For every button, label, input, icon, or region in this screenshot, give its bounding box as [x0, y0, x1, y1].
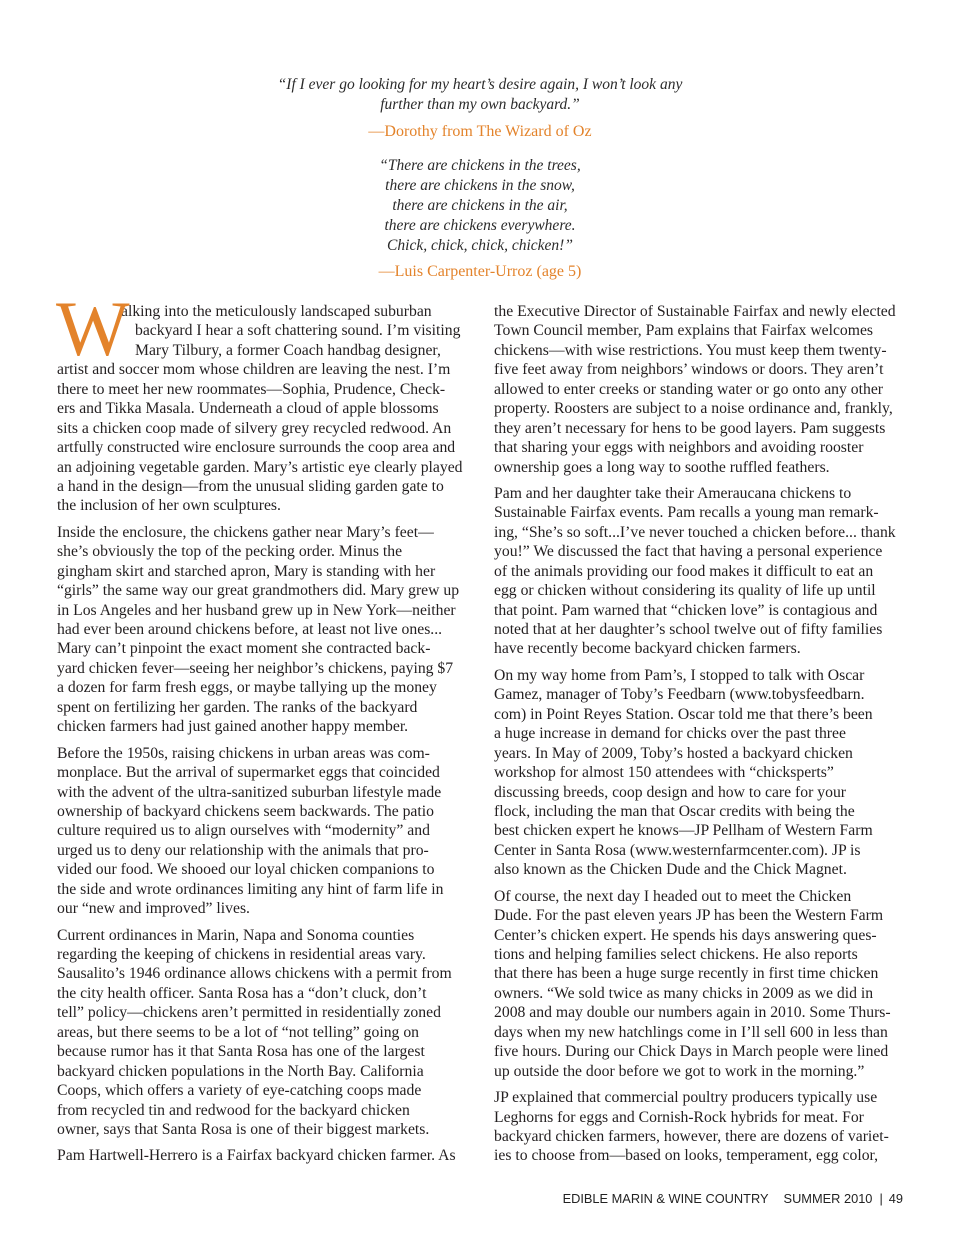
text-line: our “new and improved” lives. — [57, 900, 250, 918]
text-line: chicken farmers had just gained another happy member. — [57, 718, 409, 736]
text-line: tions and helping families select chickens. He also reports — [494, 946, 858, 963]
text-line: ownership goes a long way to soothe ruffled feathers. — [494, 458, 830, 476]
epigraph-line: Chick, chick, chick, chicken!” — [387, 237, 573, 254]
text-line: Sustainable Fairfax events. Pam recalls a young man remark- — [494, 504, 879, 522]
text-line: Of course, the next day I headed out to meet the Chicken — [494, 887, 852, 905]
text-line: up outside the door before we got to work in the morning.” — [494, 1062, 865, 1080]
text-line: that point. Pam warned that “chicken love” is contagious and — [494, 601, 878, 619]
text-line: days when my new hatchlings come in I’ll sell 600 in less than — [494, 1023, 888, 1041]
epigraph-attribution: —Luis Carpenter-Urroz (age 5) — [378, 263, 582, 280]
text-line: a huge increase in demand for chicks over the past three — [494, 725, 846, 743]
epigraph-attribution: —Dorothy from The Wizard of Oz — [368, 123, 592, 140]
text-line: Town Council member, Pam explains that Fairfax welcomes — [494, 322, 874, 340]
text-line: an adjoining vegetable garden. Mary’s artistic eye clearly played — [57, 458, 463, 476]
text-line: there to meet her new roommates—Sophia, Prudence, Check- — [57, 380, 446, 398]
text-line: Mary can’t pinpoint the exact moment she contracted back- — [57, 640, 431, 658]
text-line: workshop for almost 150 attendees with “chicksperts” — [494, 764, 834, 782]
text-line: Gamez, manager of Toby’s Feedbarn (www.tobysfeedbarn. — [494, 686, 865, 704]
text-line: best chicken expert he knows—JP Pellham of Western Farm — [494, 822, 873, 840]
drop-cap: W — [56, 285, 130, 372]
epigraph-line: “There are chickens in the trees, — [379, 157, 581, 174]
text-line: Leghorns for eggs and Cornish-Rock hybrids for meat. For — [494, 1108, 864, 1126]
text-line: they aren’t necessary for hens to be good layers. Pam suggests — [494, 419, 886, 437]
text-line: alking into the meticulously landscaped suburban — [121, 303, 432, 320]
text-line: the city health officer. Santa Rosa has a “don’t cluck, don’t — [57, 984, 427, 1002]
body-paragraph — [56, 285, 465, 516]
text-line: artist and soccer mom whose children are leaving the nest. I’m — [57, 361, 451, 379]
issue-date: SUMMER 2010 — [783, 1191, 873, 1206]
text-line: Coops, which offers a variety of eye-catching coops made — [57, 1082, 422, 1100]
text-line: years. In May of 2009, Toby’s hosted a backyard chicken — [494, 744, 853, 762]
epigraph-quote — [0, 156, 960, 256]
epigraph-line: there are chickens in the air, — [392, 197, 568, 214]
text-line: the Executive Director of Sustainable Fairfax and newly elected — [494, 303, 896, 320]
text-line: areas, but there seems to be a lot of “not telling” going on — [57, 1023, 420, 1041]
page-number: 49 — [888, 1191, 903, 1206]
right-column — [494, 302, 900, 1173]
text-line: also known as the Chicken Dude and the Chick Magnet. — [494, 861, 847, 879]
epigraph-line: “If I ever go looking for my heart’s desire again, I won’t look any — [277, 76, 683, 93]
text-line: have recently become backyard chicken farmers. — [494, 640, 801, 658]
text-line: Sausalito’s 1946 ordinance allows chickens with a permit from — [57, 965, 452, 983]
text-line: Current ordinances in Marin, Napa and Sonoma counties — [57, 926, 415, 944]
text-line: egg or chicken without considering its quality of life up until — [494, 582, 876, 600]
text-line: Pam Hartwell-Herrero is a Fairfax backyard chicken farmer. As — [57, 1147, 456, 1165]
text-line: com) in Point Reyes Station. Oscar told me that there’s been — [494, 705, 873, 723]
text-line: yard chicken fever—seeing her neighbor’s chickens, paying $7 — [57, 659, 454, 677]
text-line: allowed to enter creeks or standing water or go onto any other — [494, 380, 884, 398]
text-line: five feet away from neighbors’ windows or doors. They aren’t — [494, 361, 884, 379]
footer-separator: | — [879, 1191, 883, 1206]
text-line: owner, says that Santa Rosa is one of their biggest markets. — [57, 1120, 430, 1138]
text-line: the side and wrote ordinances limiting any hint of farm life in — [57, 880, 444, 898]
epigraph-line: there are chickens in the snow, — [385, 177, 575, 194]
text-line: owners. “We sold twice as many chicks in 2009 as we did in — [494, 984, 874, 1002]
body-paragraph — [57, 744, 465, 919]
text-line: you!” We discussed the fact that having a personal experience — [494, 543, 883, 561]
text-line: Dude. For the past eleven years JP has been the Western Farm — [494, 907, 884, 925]
text-line: she’s obviously the top of the pecking order. Minus the — [57, 543, 403, 561]
left-column — [56, 285, 465, 1173]
text-line: urged us to deny our relationship with the animals that pro- — [57, 841, 429, 859]
text-line: property. Roosters are subject to a noise ordinance and, frankly, — [494, 400, 893, 418]
text-line: culture required us to align ourselves with “modernity” and — [57, 822, 430, 840]
text-line: spent on fertilizing her garden. The ranks of the backyard — [57, 698, 418, 716]
text-line: monplace. But the arrival of supermarket eggs that coincided — [57, 764, 440, 782]
epigraph-quote — [0, 75, 960, 115]
text-line: ers and Tikka Masala. Underneath a cloud of apple blossoms — [57, 400, 439, 418]
page-footer — [563, 1191, 903, 1207]
body-paragraph — [494, 887, 900, 1081]
text-line: Pam and her daughter take their Ameraucana chickens to — [494, 484, 852, 502]
text-line: 2008 and may double our numbers again in 2010. Some Thurs- — [494, 1004, 891, 1022]
text-line: regarding the keeping of chickens in residential areas vary. — [57, 946, 426, 963]
epigraph-line: further than my own backyard.” — [380, 96, 580, 113]
body-paragraph — [494, 302, 900, 477]
text-line: vided our food. We shooed our loyal chicken companions to — [57, 861, 435, 879]
text-line: noted that at her daughter’s school twelve out of fifty families — [494, 621, 883, 638]
text-line: from recycled tin and redwood for the backyard chicken — [57, 1101, 410, 1119]
text-line: backyard chicken populations in the North Bay. California — [57, 1062, 424, 1080]
text-line: in Los Angeles and her husband grew up in New York—neither — [57, 601, 456, 619]
text-line: Before the 1950s, raising chickens in urban areas was com- — [57, 744, 430, 762]
text-line: chickens—with wise restrictions. You must keep them twenty- — [494, 341, 887, 359]
text-line: of the animals providing our food makes it difficult to eat an — [494, 562, 874, 580]
body-paragraph — [494, 666, 900, 880]
text-line: Mary Tilbury, a former Coach handbag designer, — [135, 341, 441, 359]
text-line: backyard chicken farmers, however, there are dozens of variet- — [494, 1127, 889, 1145]
text-line: the inclusion of her own sculptures. — [57, 497, 281, 515]
body-paragraph — [494, 1088, 900, 1166]
text-line: a dozen for farm fresh eggs, or maybe tallying up the money — [57, 679, 437, 697]
text-line: ies to choose from—based on looks, temperament, egg color, — [494, 1147, 879, 1165]
text-line: had ever been around chickens before, at least not live ones... — [57, 621, 443, 638]
text-line: flock, including the man that Oscar credits with being the — [494, 802, 855, 820]
body-paragraph — [57, 1146, 465, 1165]
epigraph-line: there are chickens everywhere. — [384, 217, 576, 234]
text-line: five hours. During our Chick Days in March people were lined — [494, 1043, 889, 1061]
text-line: JP explained that commercial poultry producers typically use — [494, 1089, 878, 1107]
text-line: sits a chicken coop made of silvery grey recycled redwood. An — [57, 419, 452, 437]
text-line: with the advent of the ultra-sanitized suburban lifestyle made — [57, 783, 442, 801]
publication-name: EDIBLE MARIN & WINE COUNTRY — [562, 1191, 769, 1206]
text-line: gingham skirt and starched apron, Mary is standing with her — [57, 562, 436, 580]
text-line: a hand in the design—from the unusual sliding garden gate to — [57, 477, 444, 495]
text-line: On my way home from Pam’s, I stopped to talk with Oscar — [494, 666, 865, 684]
text-line: that there has been a huge surge recently in first time chicken — [494, 965, 879, 983]
body-paragraph — [57, 523, 465, 737]
text-line: Inside the enclosure, the chickens gather near Mary’s feet— — [57, 523, 434, 541]
epigraphs — [0, 75, 960, 282]
text-line: because rumor has it that Santa Rosa has one of the largest — [57, 1043, 425, 1061]
text-line: that sharing your eggs with neighbors and avoiding rooster — [494, 439, 864, 457]
text-line: ownership of backyard chickens seem backwards. The patio — [57, 802, 434, 820]
body-paragraph — [57, 926, 465, 1140]
text-line: Center in Santa Rosa (www.westernfarmcenter.com). JP is — [494, 841, 861, 859]
text-line: Center’s chicken expert. He spends his days answering ques- — [494, 926, 877, 944]
text-line: ing, “She’s so soft...I’ve never touched a chicken before... thank — [494, 523, 896, 541]
body-paragraph — [494, 484, 900, 659]
text-line: artfully constructed wire enclosure surrounds the coop area and — [57, 439, 456, 457]
text-line: “girls” the same way our great grandmothers did. Mary grew up — [57, 582, 460, 600]
text-line: tell” policy—chickens aren’t permitted in residentially zoned — [57, 1004, 441, 1022]
text-line: backyard I hear a soft chattering sound. I’m visiting — [135, 322, 461, 340]
text-line: discussing breeds, coop design and how to care for your — [494, 783, 847, 801]
